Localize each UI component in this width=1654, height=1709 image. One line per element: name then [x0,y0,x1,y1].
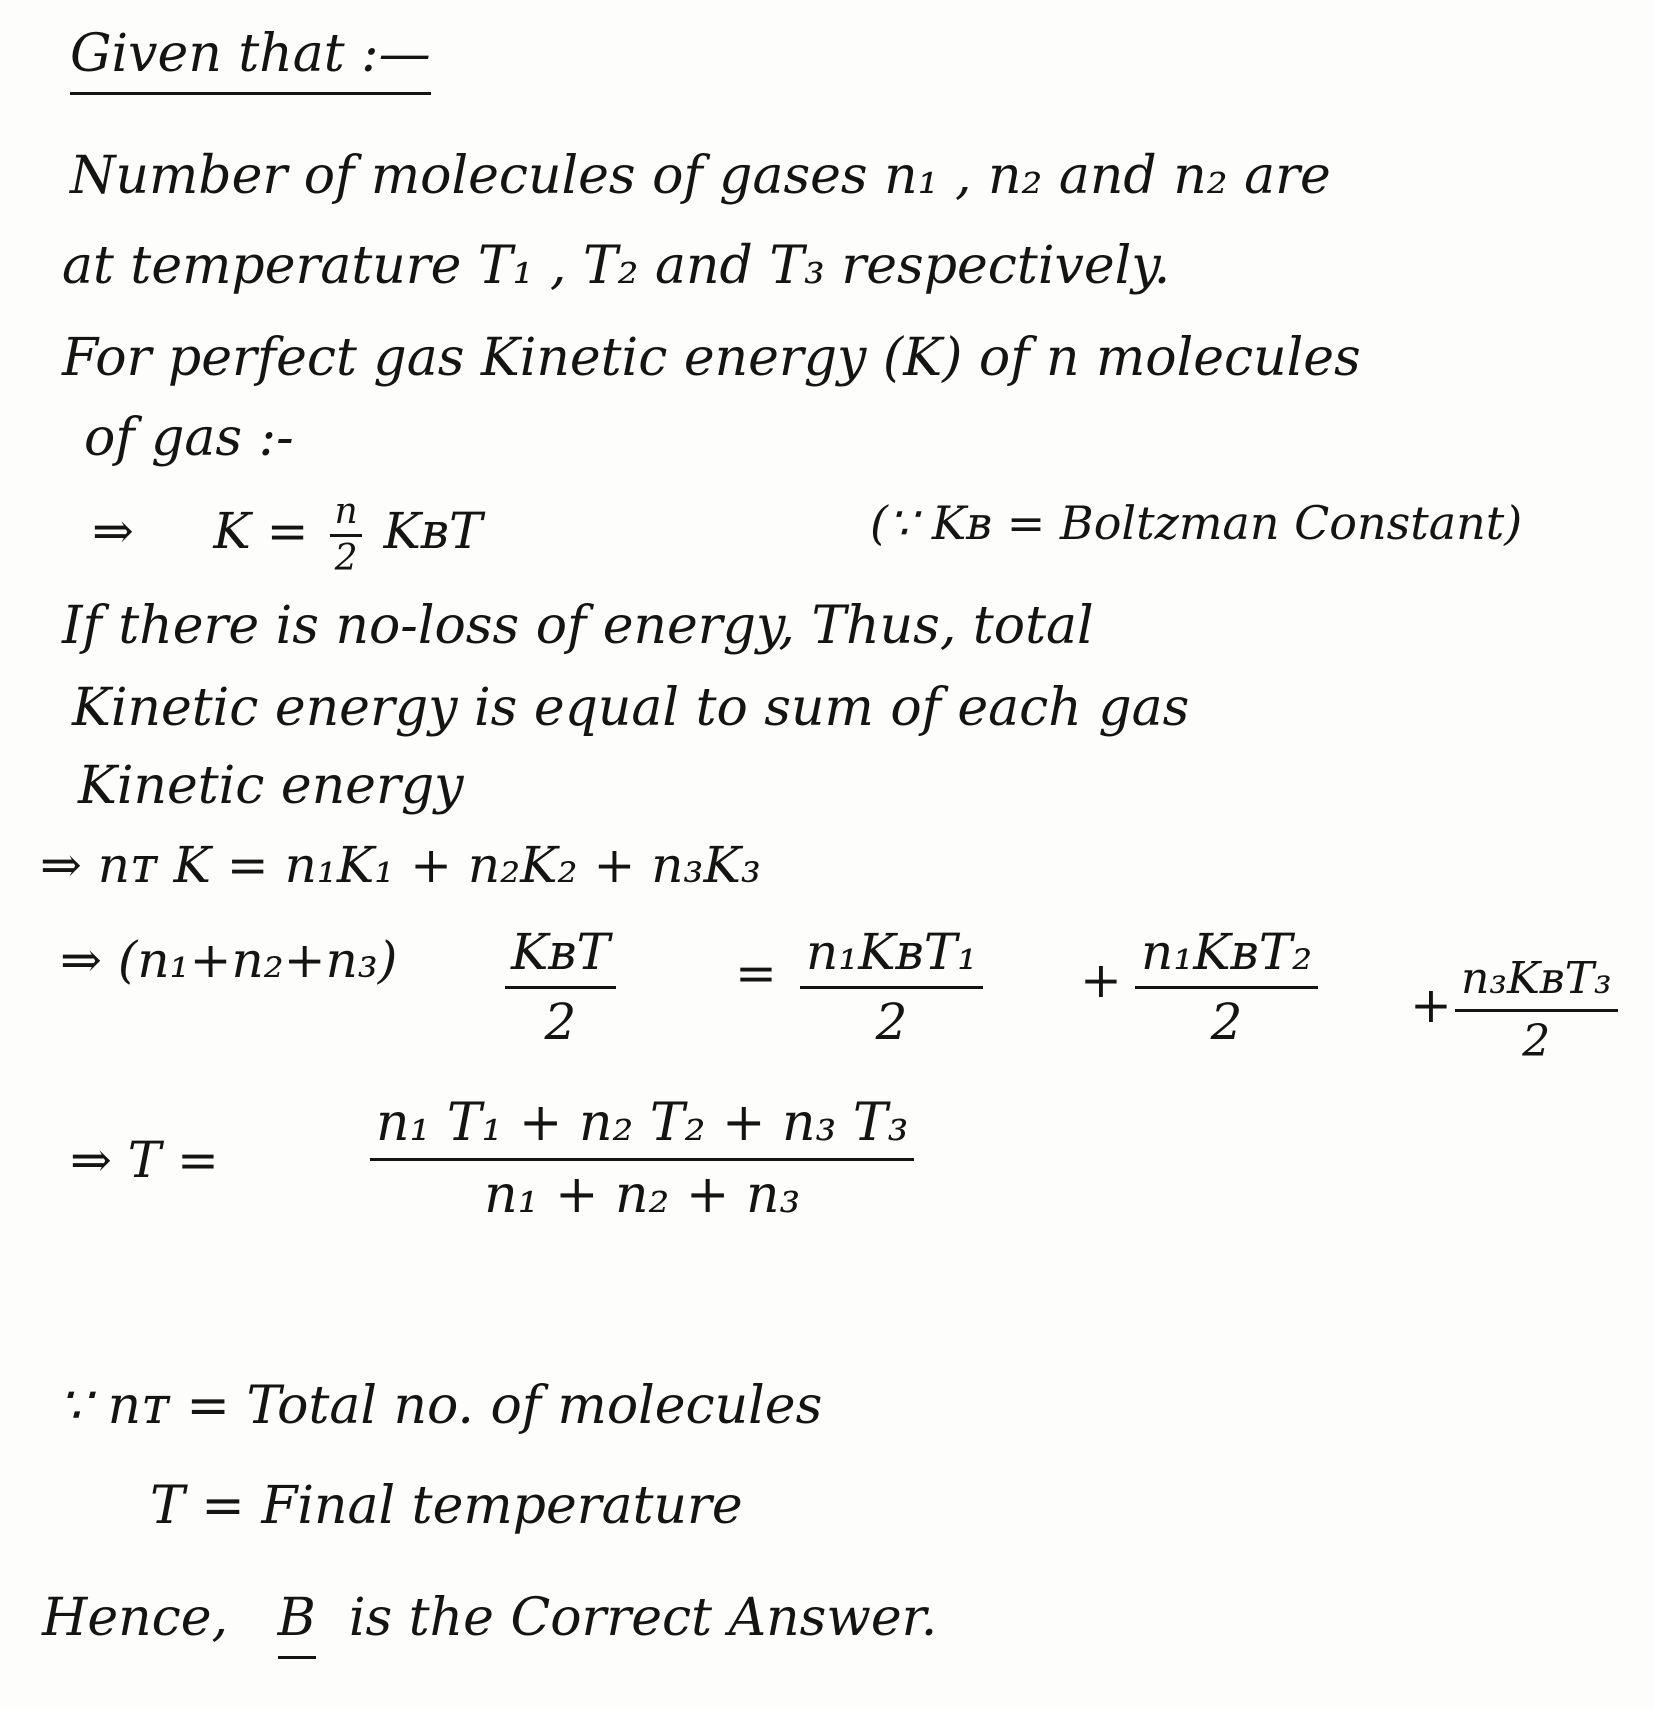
answer-letter: B [278,1588,316,1659]
para3-line3: Kinetic energy [78,756,464,816]
eq3-lhs-numerator: KʙT [511,923,610,981]
eq1-lhs: K = [213,502,309,561]
para3-line2: Kinetic energy is equal to sum of each gas [72,678,1190,738]
eq3-term1-fraction [800,925,983,1050]
final-temperature-numerator: n₁ T₁ + n₂ T₂ + n₃ T₃ [376,1093,909,1153]
eq3-term1-numerator: n₁KʙT₁ [806,923,978,981]
energy-sum-equation: ⇒ nᴛ K = n₁K₁ + n₂K₂ + n₃K₃ [40,836,761,894]
para1-line1: Number of molecules of gases n₁ , n₂ and n₂ are [70,146,1331,206]
heading [70,24,431,84]
eq3-term3-denominator: 2 [1522,1016,1551,1068]
implies-arrow: ⇒ [60,931,102,989]
eq3-plus1: + [1080,951,1122,1009]
eq3-term2-fraction [1135,925,1318,1050]
eq3-term2-numerator: n₁KʙT₂ [1141,923,1313,981]
boltzmann-note: (∵ Kʙ = Boltzman Constant) [870,496,1523,550]
final-temperature-lhs: ⇒ T = [70,1131,219,1189]
eq3-plus2: + [1410,976,1452,1034]
conclusion-prefix: Hence, [42,1588,229,1648]
fraction-denominator: 2 [330,534,361,579]
eq3-lhs-prefix: (n₁+n₂+n₃) [117,931,398,989]
eq3-lhs-fraction [505,925,616,1050]
final-temperature-denominator: n₁ + n₂ + n₃ [484,1165,801,1226]
final-temperature-fraction [370,1095,914,1224]
heading-text: Given that :— [70,24,431,95]
eq3-lhs-denominator: 2 [544,993,577,1051]
fraction-numerator: n [334,491,358,532]
eq3-term2-denominator: 2 [1210,993,1243,1051]
eq3-term3-numerator: n₃KʙT₃ [1461,953,1612,1004]
implies-arrow: ⇒ [92,502,134,561]
para1-line2: at temperature T₁ , T₂ and T₃ respectively. [62,236,1171,296]
definition-final-temperature: T = Final temperature [150,1476,743,1536]
para2-line1: For perfect gas Kinetic energy (K) of n molecules [62,328,1361,388]
eq3-arrow-and-prefix [60,931,398,989]
n-over-2-fraction [330,492,361,578]
kinetic-energy-equation [92,492,482,578]
para3-line1: If there is no-loss of energy, Thus, total [62,596,1094,656]
definition-total-molecules: ∵ nᴛ = Total no. of molecules [58,1376,823,1436]
eq3-term3-fraction [1455,955,1618,1067]
eq3-equals: = [735,944,777,1002]
conclusion [42,1588,938,1648]
eq1-rhs: KʙT [383,502,483,561]
eq3-term1-denominator: 2 [875,993,908,1051]
para2-line2: of gas :- [84,408,294,468]
conclusion-suffix: is the Correct Answer. [348,1588,938,1648]
